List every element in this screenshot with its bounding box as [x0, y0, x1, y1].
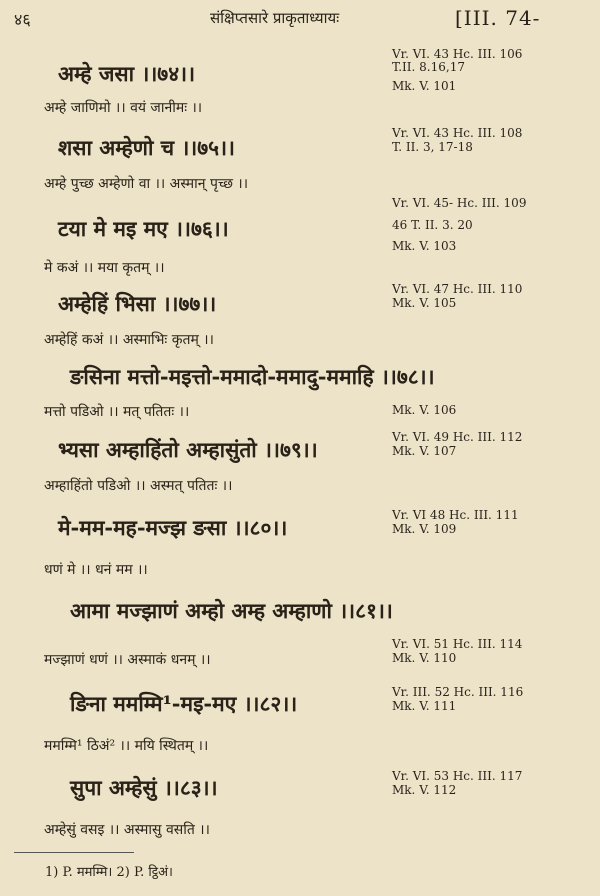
example-text: धणं मे ।। धनं मम ।। — [44, 562, 148, 578]
sutra-text: टया मे मइ मए ।।७६।। — [58, 216, 229, 241]
sutra-text: अम्हे जसा ।।७४।। — [58, 61, 196, 86]
ref-line: T. II. 3, 17-18 — [392, 140, 473, 154]
example-text: मज्झाणं धणं ।। अस्माकं धनम् ।। — [44, 652, 211, 668]
ref-line: Mk. V. 111 — [392, 699, 457, 713]
example-text: अम्हेहिं कअं ।। अस्माभिः कृतम् ।। — [44, 332, 214, 348]
example-text: ममम्मि¹ ठिअं² ।। मयि स्थितम् ।। — [44, 738, 209, 754]
sutra-text: अम्हेहिं भिसा ।।७७।। — [58, 291, 217, 316]
section-marker: [III. 74- — [455, 6, 541, 30]
running-header — [0, 6, 600, 32]
sutra-text: सुपा अम्हेसुं ।।८३।। — [70, 775, 218, 800]
ref-line: Mk. V. 101 — [392, 79, 457, 93]
ref-line: Vr. VI. 51 Hc. III. 114 — [392, 637, 523, 651]
sutra-text: मे-मम-मह-मज्झ ङसा ।।८०।। — [58, 515, 288, 540]
sutra-text: ङसिना मत्तो-मइत्तो-ममादो-ममादु-ममाहि ।।७८।। — [70, 364, 435, 389]
ref-line: 46 T. II. 3. 20 — [392, 218, 473, 232]
example-text: अम्हाहिंतो पडिओ ।। अस्मत् पतितः ।। — [44, 478, 233, 494]
ref-line: Mk. V. 103 — [392, 239, 457, 253]
ref-line: Mk. V. 110 — [392, 651, 457, 665]
ref-line: Vr. VI. 53 Hc. III. 117 — [392, 769, 523, 783]
ref-line: Vr. VI. 43 Hc. III. 108 — [392, 126, 523, 140]
sutra-text: आमा मज्झाणं अम्हो अम्ह अम्हाणो ।।८१।। — [70, 598, 393, 623]
ref-line: Mk. V. 112 — [392, 783, 457, 797]
example-text: मत्तो पडिओ ।। मत् पतितः ।। — [44, 404, 190, 420]
ref-line: Vr. VI. 47 Hc. III. 110 — [392, 282, 523, 296]
ref-line: Vr. VI 48 Hc. III. 111 — [392, 508, 519, 522]
example-text: मे कअं ।। मया कृतम् ।। — [44, 260, 165, 276]
sutra-text: शसा अम्हेणो च ।।७५।। — [58, 135, 236, 160]
ref-line: Vr. VI. 43 Hc. III. 106 — [392, 47, 523, 61]
page-number: ४६ — [14, 10, 31, 29]
ref-line: Vr. VI. 49 Hc. III. 112 — [392, 430, 523, 444]
ref-line: Vr. III. 52 Hc. III. 116 — [392, 685, 524, 699]
example-text: अम्हेसुं वसइ ।। अस्मासु वसति ।। — [44, 822, 210, 838]
ref-line: Vr. VI. 45- Hc. III. 109 — [392, 196, 527, 210]
sutra-text: ङिना ममम्मि¹-मइ-मए ।।८२।। — [70, 691, 298, 716]
ref-line: Mk. V. 105 — [392, 296, 457, 310]
ref-line: Mk. V. 106 — [392, 403, 457, 417]
ref-line: Mk. V. 109 — [392, 522, 457, 536]
footnote: 1) P. ममम्मि। 2) P. ट्ठिअं। — [45, 865, 173, 880]
header-title: संक्षिप्तसारे प्राकृताध्यायः — [210, 9, 340, 27]
sutra-text: भ्यसा अम्हाहिंतो अम्हासुंतो ।।७९।। — [58, 437, 318, 462]
example-text: अम्हे जाणिमो ।। वयं जानीमः ।। — [44, 100, 203, 116]
ref-line: T.II. 8.16,17 — [392, 60, 465, 74]
example-text: अम्हे पुच्छ अम्हेणो वा ।। अस्मान् पृच्छ ।। — [44, 176, 248, 192]
ref-line: Mk. V. 107 — [392, 444, 457, 458]
footnote-divider — [14, 852, 134, 853]
